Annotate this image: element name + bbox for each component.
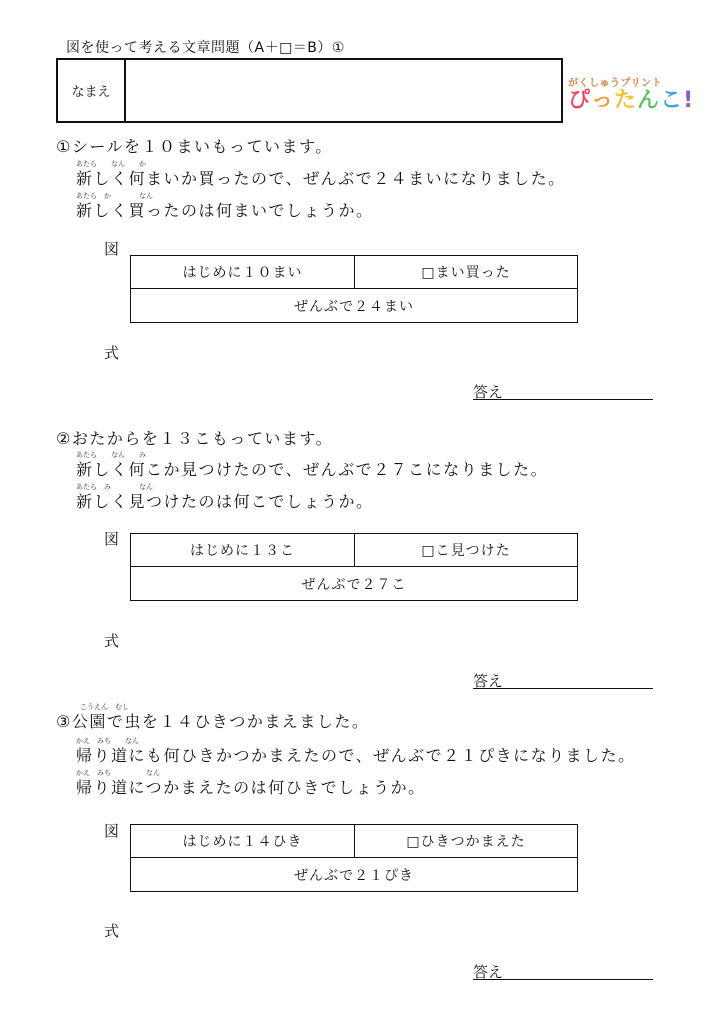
problem-2-line-2: 新しく見つけたのは何こでしょうか。 (76, 492, 374, 511)
problem-2-answer-line[interactable] (473, 688, 653, 689)
problem-3-line-2: 帰り道につかまえたのは何ひきでしょうか。 (76, 778, 426, 797)
logo-wordmark: ぴったんこ! (568, 88, 695, 113)
problem-1-zu-label: 図 (104, 240, 120, 258)
problem-1-answer-label: 答え (473, 383, 504, 401)
problem-3-diagram (130, 824, 578, 892)
problem-2-heading: ②おたからを１３こもっています。 (56, 429, 334, 448)
problem-1-diagram (130, 255, 578, 323)
problem-1-cell-unknown: □まい買った (421, 265, 511, 281)
problem-1-heading: ①シールを１０まいもっています。 (56, 137, 333, 156)
problem-2-answer-label: 答え (473, 672, 504, 690)
logo (568, 74, 695, 114)
problem-3-ruby-0: こうえん むし (80, 703, 129, 711)
problem-2-cell-start: はじめに１３こ (131, 534, 355, 566)
logo-subtitle: がくしゅうプリント (568, 78, 663, 89)
problem-3-answer-line[interactable] (473, 979, 653, 980)
problem-3-zu-label: 図 (104, 822, 120, 840)
problem-2-cell-total: ぜんぶで２７こ (301, 576, 407, 593)
problem-3-line-1: 帰り道にも何ひきかつかまえたので、ぜんぶで２１ぴきになりました。 (76, 746, 636, 765)
problem-1-line-1: 新しく何まいか買ったので、ぜんぶで２４まいになりました。 (76, 169, 566, 188)
problem-3-cell-unknown: □ひきつかまえた (406, 834, 526, 850)
problem-1-shiki-label: 式 (104, 344, 120, 362)
problem-2-zu-label: 図 (104, 530, 120, 548)
problem-2-ruby-2: あたら み なん (76, 483, 153, 491)
problem-2-line-1: 新しく何こか見つけたので、ぜんぶで２７こになりました。 (76, 460, 549, 479)
problem-3-ruby-2: かえ みち なん (76, 769, 160, 777)
problem-3-cell-total: ぜんぶで２１ぴき (294, 867, 414, 884)
worksheet-title: 図を使って考える文章問題（A＋□＝B）① (66, 40, 345, 56)
problem-1-ruby-2: あたら か なん (76, 192, 153, 200)
problem-3-ruby-1: かえ みち なん (76, 737, 139, 745)
problem-3-cell-start: はじめに１４ひき (131, 825, 355, 857)
problem-3-heading: ③公園で虫を１４ひきつかまえました。 (56, 712, 370, 731)
name-label: なまえ (58, 60, 126, 121)
problem-2-cell-unknown: □こ見つけた (421, 543, 511, 559)
name-field[interactable] (126, 60, 561, 121)
problem-1-answer-line[interactable] (473, 399, 653, 400)
problem-1-ruby-1: あたら なん か (76, 160, 146, 168)
problem-1-cell-start: はじめに１０まい (131, 256, 355, 288)
name-box (56, 58, 563, 123)
problem-3-answer-label: 答え (473, 963, 504, 981)
problem-2-ruby-1: あたら なん み (76, 451, 146, 459)
problem-1-cell-total: ぜんぶで２４まい (294, 298, 414, 315)
problem-3-shiki-label: 式 (104, 922, 120, 940)
problem-2-diagram (130, 533, 578, 601)
problem-2-shiki-label: 式 (104, 632, 120, 650)
problem-1-line-2: 新しく買ったのは何まいでしょうか。 (76, 201, 374, 220)
